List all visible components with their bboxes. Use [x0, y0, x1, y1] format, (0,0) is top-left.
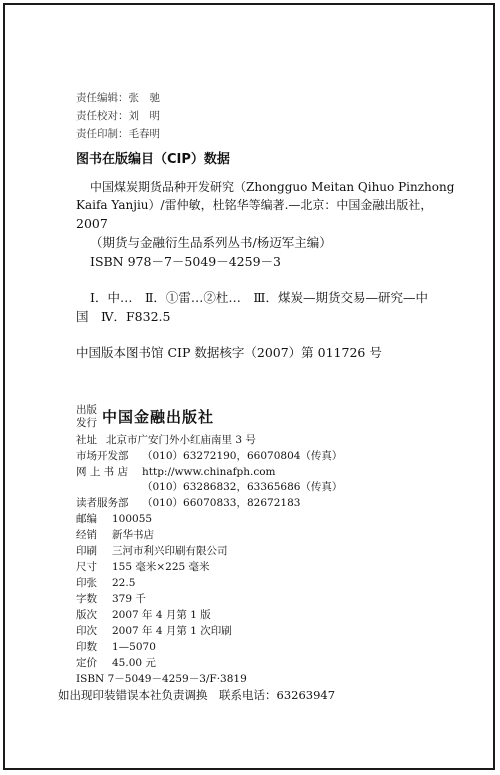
impression-row: [76, 626, 232, 637]
market-label: 市场开发部: [76, 450, 129, 462]
distributor-value: 新华书店: [112, 529, 154, 541]
postcode-label: 邮编: [76, 513, 97, 525]
cip-line-2: Kaifa Yanjiu）/雷仲敏，杜铭华等编著.—北京：中国金融出版社，: [76, 198, 433, 212]
address-row: [76, 435, 256, 446]
printer-value: 三河市利兴印刷有限公司: [112, 545, 228, 557]
service-notice: 如出现印装错误本社负责调换 联系电话：63263947: [58, 688, 336, 702]
market-phone: （010）63272190，66070804（传真）: [142, 450, 343, 462]
postcode-row: [76, 514, 152, 525]
responsible-editor: 责任编辑：张 驰: [76, 92, 160, 104]
sheets-label: 印张: [76, 577, 97, 589]
address-value: 北京市广安门外小红庙南里 3 号: [106, 434, 256, 446]
reader-row: [76, 498, 300, 509]
address-label: 社址: [76, 434, 97, 446]
price-row: [76, 658, 156, 669]
postcode-value: 100055: [112, 513, 153, 525]
cip-line-4: （期货与金融衍生品系列丛书/杨迈军主编）: [90, 235, 332, 250]
publisher-logo-name: 中国金融出版社: [102, 408, 215, 426]
print-run-row: [76, 642, 156, 653]
words-value: 379 千: [112, 593, 146, 605]
distributor-label: 经销: [76, 529, 97, 541]
cip-registry: 中国版本图书馆 CIP 数据核字（2007）第 011726 号: [76, 345, 382, 360]
price-label: 定价: [76, 657, 97, 669]
print-run-value: 1—5070: [112, 641, 156, 653]
edition-label: 版次: [76, 609, 97, 621]
label-chuban: 出版: [76, 404, 97, 416]
publisher-label: [76, 404, 97, 430]
cip-line-7: 国 Ⅳ．F832.5: [76, 309, 171, 324]
web-phone: （010）63286832，63365686（传真）: [142, 481, 343, 493]
market-row: [76, 451, 342, 462]
impression-value: 2007 年 4 月第 1 次印刷: [112, 625, 232, 637]
reader-label: 读者服务部: [76, 497, 129, 509]
cip-line-6: Ⅰ．中… Ⅱ．①雷…②杜… Ⅲ．煤炭—期货交易—研究—中: [90, 290, 428, 305]
proofreader: 责任校对：刘 明: [76, 110, 160, 122]
impression-label: 印次: [76, 625, 97, 637]
words-row: [76, 594, 146, 605]
size-row: [76, 562, 210, 573]
printer-row: [76, 546, 228, 557]
cip-line-3: 2007: [76, 216, 108, 231]
size-label: 尺寸: [76, 561, 97, 573]
price-value: 45.00 元: [112, 657, 156, 669]
label-faxing: 发行: [76, 417, 97, 429]
words-label: 字数: [76, 593, 97, 605]
printer-label: 印刷: [76, 545, 97, 557]
size-value: 155 毫米×225 毫米: [112, 561, 210, 573]
sheets-value: 22.5: [112, 577, 136, 589]
edition-value: 2007 年 4 月第 1 版: [112, 609, 211, 621]
distributor-row: [76, 530, 154, 541]
cip-isbn: ISBN 978－7－5049－4259－3: [90, 254, 281, 269]
sheets-row: [76, 578, 135, 589]
web-url: http://www.chinafph.com: [142, 466, 276, 478]
print-manager: 责任印制：毛春明: [76, 128, 160, 140]
print-run-label: 印数: [76, 641, 97, 653]
reader-phone: （010）66070833，82672183: [142, 497, 301, 509]
web-label: 网 上 书 店: [76, 466, 129, 478]
bottom-isbn: ISBN 7－5049－4259－3/F·3819: [76, 673, 247, 685]
cip-line-1: 中国煤炭期货品种开发研究（Zhongguo Meitan Qihuo Pinzhong: [90, 180, 455, 194]
cip-heading: 图书在版编目（CIP）数据: [76, 152, 230, 167]
edition-row: [76, 610, 211, 621]
web-row: [76, 467, 275, 478]
